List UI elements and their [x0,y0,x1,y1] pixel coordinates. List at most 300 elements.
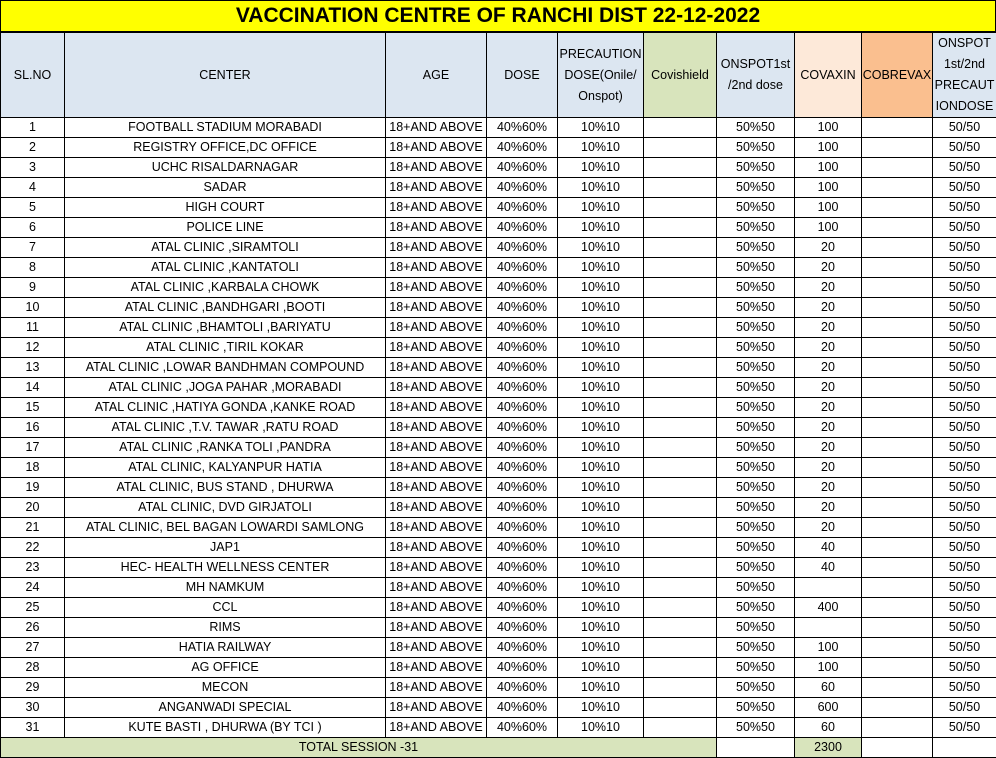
cell-dose: 40%60% [487,338,558,358]
table-row [1,358,996,378]
cell-covishield [644,638,717,658]
cell-age: 18+AND ABOVE [386,378,487,398]
table-header [1,33,996,118]
cell-onspot: 50%50 [717,298,795,318]
cell-onspot-precaution: 50/50 [933,478,996,498]
cell-covaxin: 20 [795,318,862,338]
header-cobrevax: COBREVAX [862,33,933,118]
cell-precaution: 10%10 [558,218,644,238]
cell-precaution: 10%10 [558,298,644,318]
cell-onspot: 50%50 [717,678,795,698]
cell-age: 18+AND ABOVE [386,658,487,678]
cell-dose: 40%60% [487,558,558,578]
cell-center: ATAL CLINIC ,RANKA TOLI ,PANDRA [65,438,386,458]
cell-covishield [644,418,717,438]
cell-covaxin: 20 [795,278,862,298]
cell-age: 18+AND ABOVE [386,398,487,418]
cell-covishield [644,398,717,418]
cell-covaxin [795,618,862,638]
cell-age: 18+AND ABOVE [386,718,487,738]
cell-covishield [644,438,717,458]
cell-cobrevax [862,398,933,418]
cell-covaxin: 40 [795,558,862,578]
cell-covaxin: 20 [795,498,862,518]
cell-dose: 40%60% [487,318,558,338]
cell-dose: 40%60% [487,618,558,638]
cell-center: ATAL CLINIC, BEL BAGAN LOWARDI SAMLONG [65,518,386,538]
cell-age: 18+AND ABOVE [386,418,487,438]
cell-cobrevax [862,718,933,738]
cell-covaxin: 100 [795,158,862,178]
cell-covaxin [795,578,862,598]
cell-age: 18+AND ABOVE [386,638,487,658]
cell-slno: 14 [1,378,65,398]
cell-covaxin: 100 [795,218,862,238]
cell-onspot: 50%50 [717,418,795,438]
cell-age: 18+AND ABOVE [386,458,487,478]
cell-covaxin: 100 [795,118,862,138]
cell-onspot-precaution: 50/50 [933,418,996,438]
cell-covishield [644,658,717,678]
cell-age: 18+AND ABOVE [386,178,487,198]
cell-onspot: 50%50 [717,198,795,218]
table-footer [1,738,996,758]
cell-covishield [644,538,717,558]
cell-age: 18+AND ABOVE [386,338,487,358]
cell-cobrevax [862,538,933,558]
cell-covaxin: 100 [795,658,862,678]
cell-onspot: 50%50 [717,438,795,458]
cell-cobrevax [862,338,933,358]
cell-slno: 28 [1,658,65,678]
cell-onspot: 50%50 [717,238,795,258]
cell-onspot-precaution: 50/50 [933,438,996,458]
header-center: CENTER [65,33,386,118]
cell-dose: 40%60% [487,418,558,438]
footer-cobrevax-cell [862,738,933,758]
cell-covishield [644,558,717,578]
cell-dose: 40%60% [487,518,558,538]
cell-onspot: 50%50 [717,538,795,558]
cell-onspot-precaution: 50/50 [933,678,996,698]
cell-onspot-precaution: 50/50 [933,338,996,358]
table-row [1,518,996,538]
cell-cobrevax [862,618,933,638]
cell-age: 18+AND ABOVE [386,158,487,178]
cell-covaxin: 400 [795,598,862,618]
cell-covaxin: 20 [795,458,862,478]
table-row [1,678,996,698]
cell-onspot: 50%50 [717,598,795,618]
table-row [1,538,996,558]
cell-covishield [644,278,717,298]
cell-age: 18+AND ABOVE [386,538,487,558]
cell-cobrevax [862,378,933,398]
cell-onspot: 50%50 [717,658,795,678]
table-row [1,438,996,458]
cell-dose: 40%60% [487,138,558,158]
cell-onspot: 50%50 [717,698,795,718]
header-onspot-precaution: ONSPOT 1st/2nd PRECAUT IONDOSE [933,33,996,118]
cell-age: 18+AND ABOVE [386,478,487,498]
cell-slno: 30 [1,698,65,718]
cell-age: 18+AND ABOVE [386,358,487,378]
cell-precaution: 10%10 [558,238,644,258]
cell-age: 18+AND ABOVE [386,438,487,458]
table-row [1,698,996,718]
cell-cobrevax [862,638,933,658]
vaccination-table [0,32,996,758]
cell-age: 18+AND ABOVE [386,578,487,598]
cell-center: MH NAMKUM [65,578,386,598]
cell-age: 18+AND ABOVE [386,558,487,578]
cell-center: CCL [65,598,386,618]
cell-dose: 40%60% [487,718,558,738]
cell-slno: 21 [1,518,65,538]
cell-onspot-precaution: 50/50 [933,718,996,738]
cell-precaution: 10%10 [558,158,644,178]
cell-onspot: 50%50 [717,618,795,638]
cell-slno: 18 [1,458,65,478]
cell-slno: 5 [1,198,65,218]
table-row [1,258,996,278]
cell-center: ATAL CLINIC ,SIRAMTOLI [65,238,386,258]
cell-precaution: 10%10 [558,598,644,618]
cell-covishield [644,578,717,598]
footer-onspot-cell [717,738,795,758]
cell-onspot-precaution: 50/50 [933,178,996,198]
cell-slno: 31 [1,718,65,738]
cell-age: 18+AND ABOVE [386,298,487,318]
cell-age: 18+AND ABOVE [386,258,487,278]
cell-center: ANGANWADI SPECIAL [65,698,386,718]
cell-center: ATAL CLINIC ,BANDHGARI ,BOOTI [65,298,386,318]
cell-covaxin: 20 [795,378,862,398]
cell-cobrevax [862,498,933,518]
cell-onspot-precaution: 50/50 [933,318,996,338]
cell-covishield [644,218,717,238]
cell-dose: 40%60% [487,238,558,258]
cell-center: HATIA RAILWAY [65,638,386,658]
cell-onspot-precaution: 50/50 [933,518,996,538]
cell-slno: 27 [1,638,65,658]
cell-precaution: 10%10 [558,138,644,158]
table-row [1,378,996,398]
cell-cobrevax [862,218,933,238]
cell-onspot: 50%50 [717,578,795,598]
cell-cobrevax [862,478,933,498]
cell-precaution: 10%10 [558,198,644,218]
cell-cobrevax [862,258,933,278]
table-row [1,418,996,438]
cell-age: 18+AND ABOVE [386,278,487,298]
cell-onspot: 50%50 [717,478,795,498]
cell-covaxin: 60 [795,678,862,698]
cell-precaution: 10%10 [558,698,644,718]
cell-cobrevax [862,158,933,178]
cell-covaxin: 100 [795,178,862,198]
footer-onspot-precaution-cell [933,738,996,758]
cell-dose: 40%60% [487,278,558,298]
cell-center: HEC- HEALTH WELLNESS CENTER [65,558,386,578]
cell-onspot: 50%50 [717,718,795,738]
cell-dose: 40%60% [487,298,558,318]
cell-dose: 40%60% [487,498,558,518]
cell-onspot-precaution: 50/50 [933,558,996,578]
cell-onspot-precaution: 50/50 [933,598,996,618]
cell-center: ATAL CLINIC ,JOGA PAHAR ,MORABADI [65,378,386,398]
cell-cobrevax [862,458,933,478]
page-title: VACCINATION CENTRE OF RANCHI DIST 22-12-2022 [0,0,996,32]
cell-center: ATAL CLINIC ,LOWAR BANDHMAN COMPOUND [65,358,386,378]
cell-precaution: 10%10 [558,638,644,658]
cell-center: ATAL CLINIC ,KANTATOLI [65,258,386,278]
cell-onspot: 50%50 [717,258,795,278]
header-dose: DOSE [487,33,558,118]
cell-dose: 40%60% [487,678,558,698]
cell-covishield [644,198,717,218]
cell-center: ATAL CLINIC ,TIRIL KOKAR [65,338,386,358]
cell-onspot: 50%50 [717,518,795,538]
cell-covishield [644,318,717,338]
cell-onspot: 50%50 [717,278,795,298]
cell-onspot-precaution: 50/50 [933,498,996,518]
cell-covaxin: 100 [795,198,862,218]
cell-cobrevax [862,438,933,458]
cell-precaution: 10%10 [558,438,644,458]
cell-covaxin: 20 [795,338,862,358]
header-precaution: PRECAUTION DOSE(Onile/ Onspot) [558,33,644,118]
cell-precaution: 10%10 [558,538,644,558]
cell-covishield [644,298,717,318]
cell-onspot-precaution: 50/50 [933,618,996,638]
cell-center: POLICE LINE [65,218,386,238]
cell-dose: 40%60% [487,598,558,618]
table-body [1,118,996,738]
cell-precaution: 10%10 [558,418,644,438]
cell-age: 18+AND ABOVE [386,318,487,338]
cell-age: 18+AND ABOVE [386,238,487,258]
cell-age: 18+AND ABOVE [386,518,487,538]
table-row [1,298,996,318]
cell-covishield [644,158,717,178]
cell-dose: 40%60% [487,538,558,558]
cell-dose: 40%60% [487,658,558,678]
cell-dose: 40%60% [487,698,558,718]
cell-center: ATAL CLINIC, BUS STAND , DHURWA [65,478,386,498]
cell-onspot-precaution: 50/50 [933,198,996,218]
cell-center: REGISTRY OFFICE,DC OFFICE [65,138,386,158]
cell-covishield [644,678,717,698]
cell-center: HIGH COURT [65,198,386,218]
cell-onspot-precaution: 50/50 [933,138,996,158]
cell-onspot: 50%50 [717,558,795,578]
cell-slno: 19 [1,478,65,498]
cell-center: KUTE BASTI , DHURWA (BY TCI ) [65,718,386,738]
cell-cobrevax [862,678,933,698]
cell-covishield [644,718,717,738]
cell-cobrevax [862,358,933,378]
cell-covaxin: 20 [795,238,862,258]
cell-onspot-precaution: 50/50 [933,238,996,258]
cell-slno: 6 [1,218,65,238]
cell-covaxin: 20 [795,398,862,418]
table-row [1,398,996,418]
cell-age: 18+AND ABOVE [386,138,487,158]
cell-covaxin: 600 [795,698,862,718]
cell-precaution: 10%10 [558,618,644,638]
table-row [1,198,996,218]
cell-cobrevax [862,298,933,318]
header-covishield: Covishield [644,33,717,118]
cell-precaution: 10%10 [558,578,644,598]
cell-onspot: 50%50 [717,338,795,358]
cell-precaution: 10%10 [558,718,644,738]
cell-age: 18+AND ABOVE [386,698,487,718]
cell-center: ATAL CLINIC, KALYANPUR HATIA [65,458,386,478]
cell-cobrevax [862,318,933,338]
cell-covaxin: 20 [795,418,862,438]
table-row [1,558,996,578]
cell-onspot: 50%50 [717,498,795,518]
cell-dose: 40%60% [487,158,558,178]
table-row [1,718,996,738]
cell-covaxin: 100 [795,638,862,658]
cell-slno: 8 [1,258,65,278]
cell-covaxin: 20 [795,258,862,278]
cell-onspot: 50%50 [717,638,795,658]
cell-covaxin: 20 [795,518,862,538]
header-age: AGE [386,33,487,118]
cell-center: ATAL CLINIC ,HATIYA GONDA ,KANKE ROAD [65,398,386,418]
cell-precaution: 10%10 [558,178,644,198]
table-row [1,138,996,158]
header-slno: SL.NO [1,33,65,118]
cell-onspot-precaution: 50/50 [933,638,996,658]
cell-covishield [644,178,717,198]
cell-slno: 20 [1,498,65,518]
table-row [1,578,996,598]
cell-cobrevax [862,698,933,718]
cell-age: 18+AND ABOVE [386,618,487,638]
cell-center: ATAL CLINIC ,BHAMTOLI ,BARIYATU [65,318,386,338]
table-row [1,158,996,178]
cell-precaution: 10%10 [558,378,644,398]
cell-dose: 40%60% [487,458,558,478]
cell-age: 18+AND ABOVE [386,498,487,518]
cell-slno: 25 [1,598,65,618]
cell-dose: 40%60% [487,198,558,218]
cell-slno: 1 [1,118,65,138]
cell-onspot-precaution: 50/50 [933,118,996,138]
cell-slno: 22 [1,538,65,558]
table-row [1,618,996,638]
cell-slno: 24 [1,578,65,598]
covaxin-total: 2300 [795,738,862,758]
cell-precaution: 10%10 [558,518,644,538]
cell-age: 18+AND ABOVE [386,218,487,238]
cell-slno: 11 [1,318,65,338]
cell-onspot: 50%50 [717,398,795,418]
cell-onspot-precaution: 50/50 [933,698,996,718]
cell-covishield [644,618,717,638]
cell-age: 18+AND ABOVE [386,118,487,138]
cell-covishield [644,478,717,498]
table-row [1,238,996,258]
cell-precaution: 10%10 [558,338,644,358]
cell-dose: 40%60% [487,478,558,498]
cell-dose: 40%60% [487,178,558,198]
cell-center: ATAL CLINIC ,T.V. TAWAR ,RATU ROAD [65,418,386,438]
cell-cobrevax [862,558,933,578]
cell-center: AG OFFICE [65,658,386,678]
cell-onspot-precaution: 50/50 [933,398,996,418]
cell-onspot-precaution: 50/50 [933,458,996,478]
cell-covaxin: 100 [795,138,862,158]
cell-slno: 7 [1,238,65,258]
table-row [1,338,996,358]
cell-covishield [644,138,717,158]
cell-covishield [644,698,717,718]
cell-covishield [644,378,717,398]
cell-center: RIMS [65,618,386,638]
cell-onspot: 50%50 [717,158,795,178]
cell-precaution: 10%10 [558,358,644,378]
cell-cobrevax [862,598,933,618]
cell-onspot-precaution: 50/50 [933,298,996,318]
cell-precaution: 10%10 [558,558,644,578]
cell-covishield [644,598,717,618]
cell-onspot: 50%50 [717,138,795,158]
cell-covishield [644,258,717,278]
cell-dose: 40%60% [487,638,558,658]
cell-precaution: 10%10 [558,278,644,298]
cell-covishield [644,498,717,518]
cell-precaution: 10%10 [558,498,644,518]
cell-covaxin: 60 [795,718,862,738]
cell-precaution: 10%10 [558,678,644,698]
table-row [1,658,996,678]
cell-cobrevax [862,238,933,258]
cell-cobrevax [862,578,933,598]
cell-slno: 16 [1,418,65,438]
table-row [1,118,996,138]
cell-dose: 40%60% [487,578,558,598]
cell-dose: 40%60% [487,378,558,398]
cell-covaxin: 40 [795,538,862,558]
cell-dose: 40%60% [487,218,558,238]
cell-slno: 4 [1,178,65,198]
cell-onspot-precaution: 50/50 [933,578,996,598]
cell-onspot-precaution: 50/50 [933,378,996,398]
cell-covaxin: 20 [795,438,862,458]
cell-cobrevax [862,278,933,298]
cell-covaxin: 20 [795,478,862,498]
cell-dose: 40%60% [487,438,558,458]
cell-cobrevax [862,138,933,158]
cell-slno: 26 [1,618,65,638]
cell-onspot-precaution: 50/50 [933,658,996,678]
cell-slno: 3 [1,158,65,178]
cell-onspot-precaution: 50/50 [933,538,996,558]
cell-covishield [644,338,717,358]
cell-age: 18+AND ABOVE [386,198,487,218]
cell-cobrevax [862,658,933,678]
cell-cobrevax [862,418,933,438]
cell-center: SADAR [65,178,386,198]
cell-cobrevax [862,198,933,218]
cell-precaution: 10%10 [558,318,644,338]
